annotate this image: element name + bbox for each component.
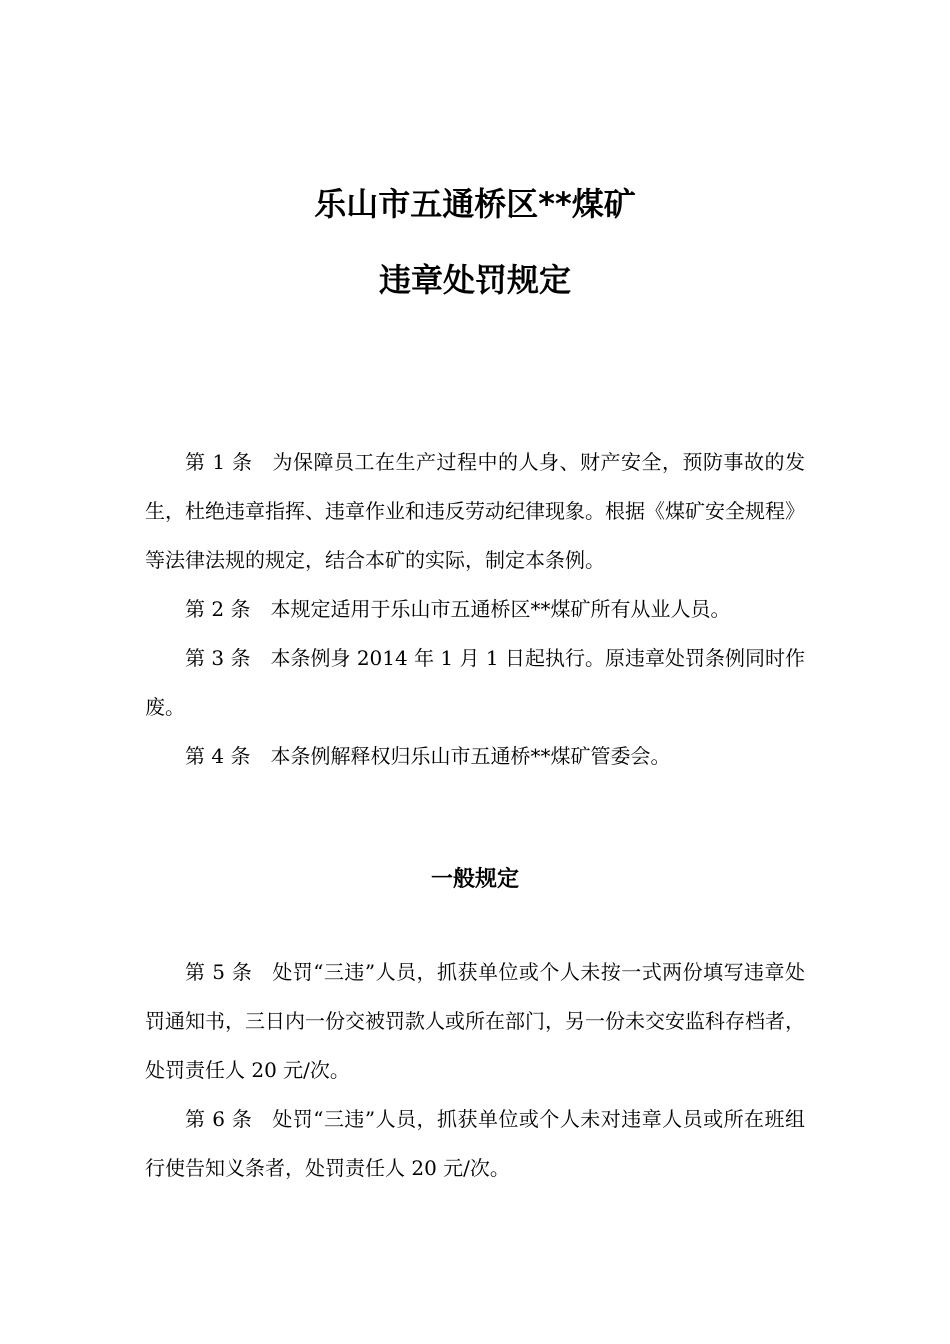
- article-6: [145, 1095, 805, 1193]
- article-text: 处罚“三违”人员，抓获单位或个人未对违章人员或所在班组行使告知义条者，处罚责任人 20 元/次。: [145, 1107, 805, 1180]
- article-1: [145, 438, 805, 585]
- article-text: 本规定适用于乐山市五通桥区**煤矿所有从业人员。: [270, 597, 731, 621]
- section-heading-general: 一般规定: [430, 867, 519, 892]
- article-number: 第 5 条: [185, 960, 253, 984]
- article-number: 第 4 条: [185, 744, 251, 768]
- document-title-line1: 乐山市五通桥区**煤矿: [314, 185, 636, 223]
- article-4: [145, 732, 805, 781]
- article-5: [145, 948, 805, 1095]
- article-number: 第 6 条: [185, 1107, 253, 1131]
- article-number: 第 1 条: [185, 450, 253, 474]
- article-text: 本条例身 2014 年 1 月 1 日起执行。原违章处罚条例同时作废。: [145, 646, 805, 719]
- article-3: [145, 634, 805, 732]
- article-text: 为保障员工在生产过程中的人身、财产安全，预防事故的发生，杜绝违章指挥、违章作业和违反劳动纪律现象。根据《煤矿安全规程》等法律法规的规定，结合本矿的实际，制定本条例。: [145, 450, 805, 572]
- article-number: 第 2 条: [185, 597, 251, 621]
- intro-articles: [145, 438, 805, 781]
- article-text: 处罚“三违”人员，抓获单位或个人未按一式两份填写违章处罚通知书，三日内一份交被罚款人或所在部门，另一份未交安监科存档者，处罚责任人 20 元/次。: [145, 960, 805, 1082]
- document-title-line2: 违章处罚规定: [378, 261, 571, 299]
- article-number: 第 3 条: [185, 646, 251, 670]
- article-text: 本条例解释权归乐山市五通桥**煤矿管委会。: [270, 744, 671, 768]
- general-articles: [145, 948, 805, 1193]
- article-2: [145, 585, 805, 634]
